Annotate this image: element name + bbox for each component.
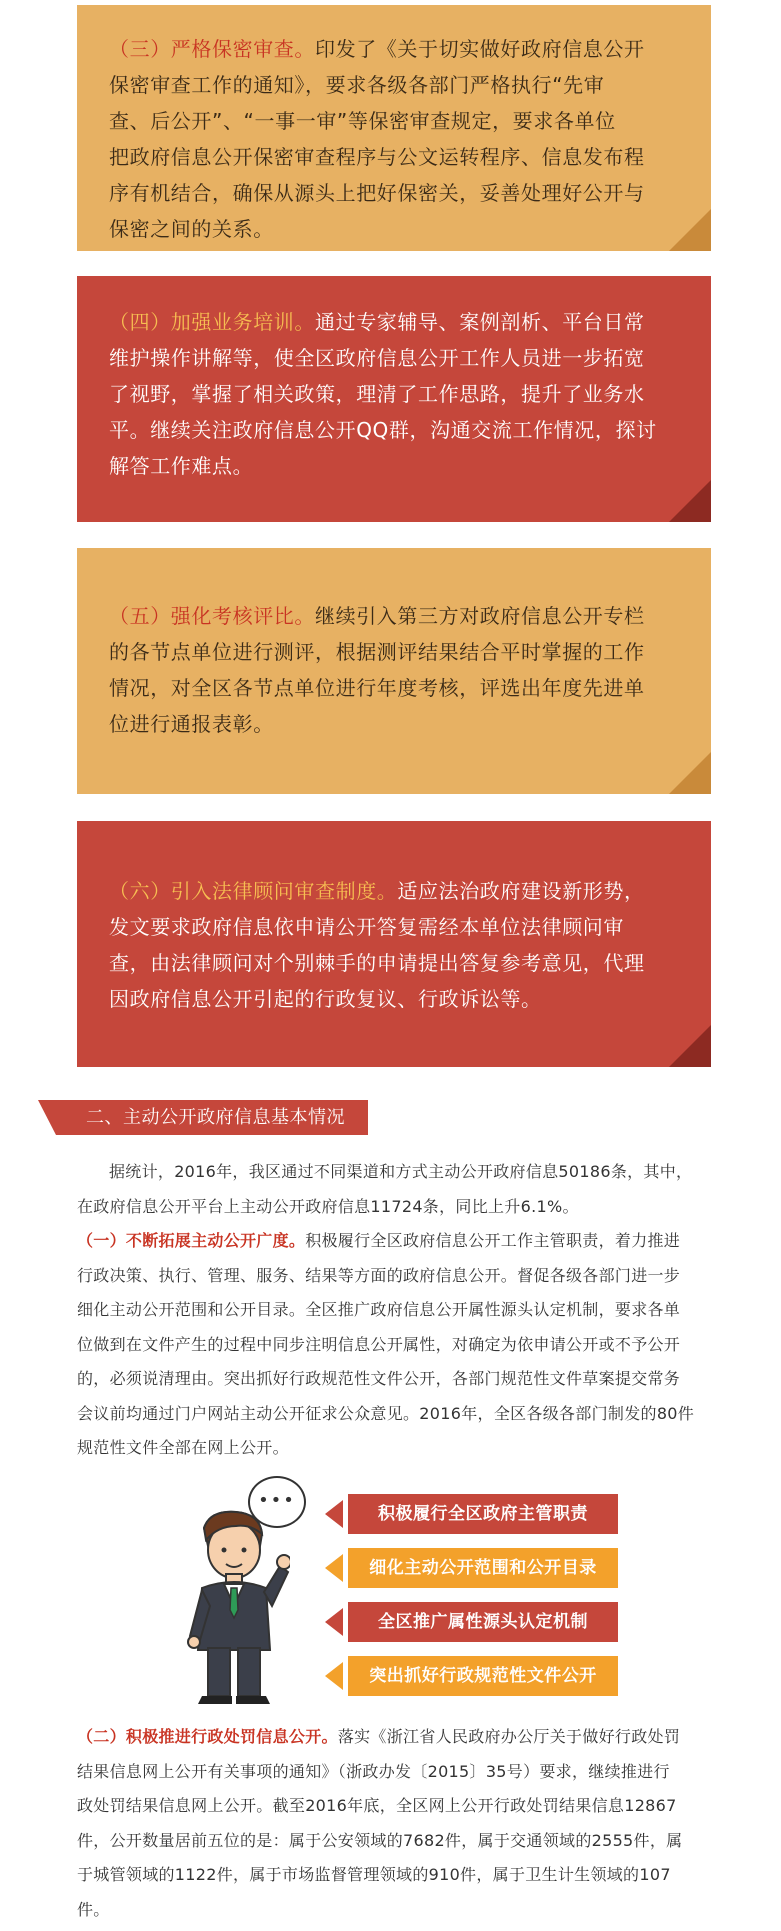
paragraph-line: 行政决策、执行、管理、服务、结果等方面的政府信息公开。督促各级各部门进一步	[77, 1265, 681, 1285]
speech-bubble-dots: •••	[258, 1490, 296, 1511]
card-line: 继续引入第三方对政府信息公开专栏	[315, 604, 645, 628]
card-line: 因政府信息公开引起的行政复议、行政诉讼等。	[109, 987, 542, 1011]
corner-fold	[669, 480, 711, 522]
paragraph-line: 政处罚结果信息网上公开。截至2016年底，全区网上公开行政处罚结果信息12867	[77, 1796, 677, 1815]
paragraph-line: 于城管领域的1122件，属于市场监督管理领域的910件，属于卫生计生领域的107	[77, 1865, 671, 1884]
card-assessment	[77, 548, 711, 794]
card-heading: （五）强化考核评比。	[109, 604, 315, 628]
tag-scope: 细化主动公开范围和公开目录	[348, 1548, 618, 1588]
card-line: 解答工作难点。	[109, 454, 254, 478]
paragraph-line: 落实《浙江省人民政府办公厅关于做好行政处罚	[337, 1727, 681, 1746]
paragraph-line: 会议前均通过门户网站主动公开征求公众意见。2016年，全区各级各部门制发的80件	[77, 1403, 695, 1423]
card-legal-advisor	[77, 821, 711, 1067]
section-heading	[38, 1100, 368, 1135]
card-line: 情况，对全区各节点单位进行年度考核，评选出年度先进单	[109, 676, 645, 700]
tag-arrow-icon	[325, 1662, 343, 1690]
paragraph-line: 件，公开数量居前五位的是：属于公安领域的7682件，属于交通领域的2555件，属	[77, 1830, 683, 1850]
card-heading: （六）引入法律顾问审查制度。	[109, 879, 398, 903]
paragraph-line: 结果信息网上公开有关事项的通知》（浙政办发〔2015〕35号）要求，继续推进行	[77, 1761, 670, 1781]
tag-duty: 积极履行全区政府主管职责	[348, 1494, 618, 1534]
paragraph-heading: （二）积极推进行政处罚信息公开。	[77, 1727, 338, 1746]
card-text	[109, 31, 679, 247]
card-line: 发文要求政府信息依申请公开答复需经本单位法律顾问审	[109, 915, 624, 939]
card-line: 查，由法律顾问对个别棘手的申请提出答复参考意见，代理	[109, 951, 645, 975]
card-line: 平。继续关注政府信息公开QQ群，沟通交流工作情况，探讨	[109, 418, 657, 442]
card-line: 保密审查工作的通知》，要求各级各部门严格执行“先审	[109, 73, 605, 97]
speech-bubble	[248, 1476, 306, 1528]
card-text	[109, 304, 679, 484]
card-line: 了视野，掌握了相关政策，理清了工作思路，提升了业务水	[109, 382, 645, 406]
paragraph-active-disclosure	[77, 1224, 717, 1466]
tag-arrow-icon	[325, 1554, 343, 1582]
paragraph-line: 的，必须说清理由。突出抓好行政规范性文件公开，各部门规范性文件草案提交常务	[77, 1369, 681, 1388]
businessman-illustration	[180, 1510, 290, 1706]
paragraph-heading: （一）不断拓展主动公开广度。	[77, 1231, 306, 1250]
tag-arrow-icon	[325, 1500, 343, 1528]
card-line: 印发了《关于切实做好政府信息公开	[315, 37, 645, 61]
tag-arrow-icon	[325, 1608, 343, 1636]
paragraph-line: 件。	[77, 1899, 110, 1919]
corner-fold	[669, 1025, 711, 1067]
section-heading-label: 二、主动公开政府信息基本情况	[86, 1107, 345, 1128]
tag-attribute: 全区推广属性源头认定机制	[348, 1602, 618, 1642]
card-text	[109, 873, 679, 1017]
paragraph-line: 规范性文件全部在网上公开。	[77, 1438, 289, 1457]
intro-paragraph	[77, 1155, 717, 1224]
card-line: 序有机结合，确保从源头上把好保密关，妥善处理好公开与	[109, 181, 645, 205]
card-line: 把政府信息公开保密审查程序与公文运转程序、信息发布程	[109, 145, 645, 169]
paragraph-penalty-disclosure	[77, 1720, 717, 1927]
corner-fold	[669, 209, 711, 251]
card-line: 适应法治政府建设新形势，	[397, 879, 645, 903]
paragraph-line: 位做到在文件产生的过程中同步注明信息公开属性，对确定为依申请公开或不予公开	[77, 1334, 681, 1354]
card-line: 查、后公开”、“一事一审”等保密审查规定，要求各单位	[109, 109, 616, 133]
paragraph-line: 细化主动公开范围和公开目录。全区推广政府信息公开属性源头认定机制，要求各单	[77, 1300, 681, 1319]
card-heading: （四）加强业务培训。	[109, 310, 315, 334]
paragraph-line: 积极履行全区政府信息公开工作主管职责，着力推进	[305, 1231, 681, 1250]
card-text	[109, 598, 679, 742]
card-line: 位进行通报表彰。	[109, 712, 274, 736]
card-line: 维护操作讲解等，使全区政府信息公开工作人员进一步拓宽	[109, 346, 645, 370]
paragraph-line: 据统计，2016年，我区通过不同渠道和方式主动公开政府信息50186条，其中，	[109, 1162, 693, 1181]
tag-normative-docs: 突出抓好行政规范性文件公开	[348, 1656, 618, 1696]
card-line: 的各节点单位进行测评，根据测评结果结合平时掌握的工作	[109, 640, 645, 664]
card-line: 保密之间的关系。	[109, 217, 274, 241]
card-confidentiality-review	[77, 5, 711, 251]
card-heading: （三）严格保密审查。	[109, 37, 315, 61]
paragraph-line: 在政府信息公开平台上主动公开政府信息11724条，同比上升6.1%。	[77, 1196, 579, 1216]
corner-fold	[669, 752, 711, 794]
card-line: 通过专家辅导、案例剖析、平台日常	[315, 310, 645, 334]
card-business-training	[77, 276, 711, 522]
